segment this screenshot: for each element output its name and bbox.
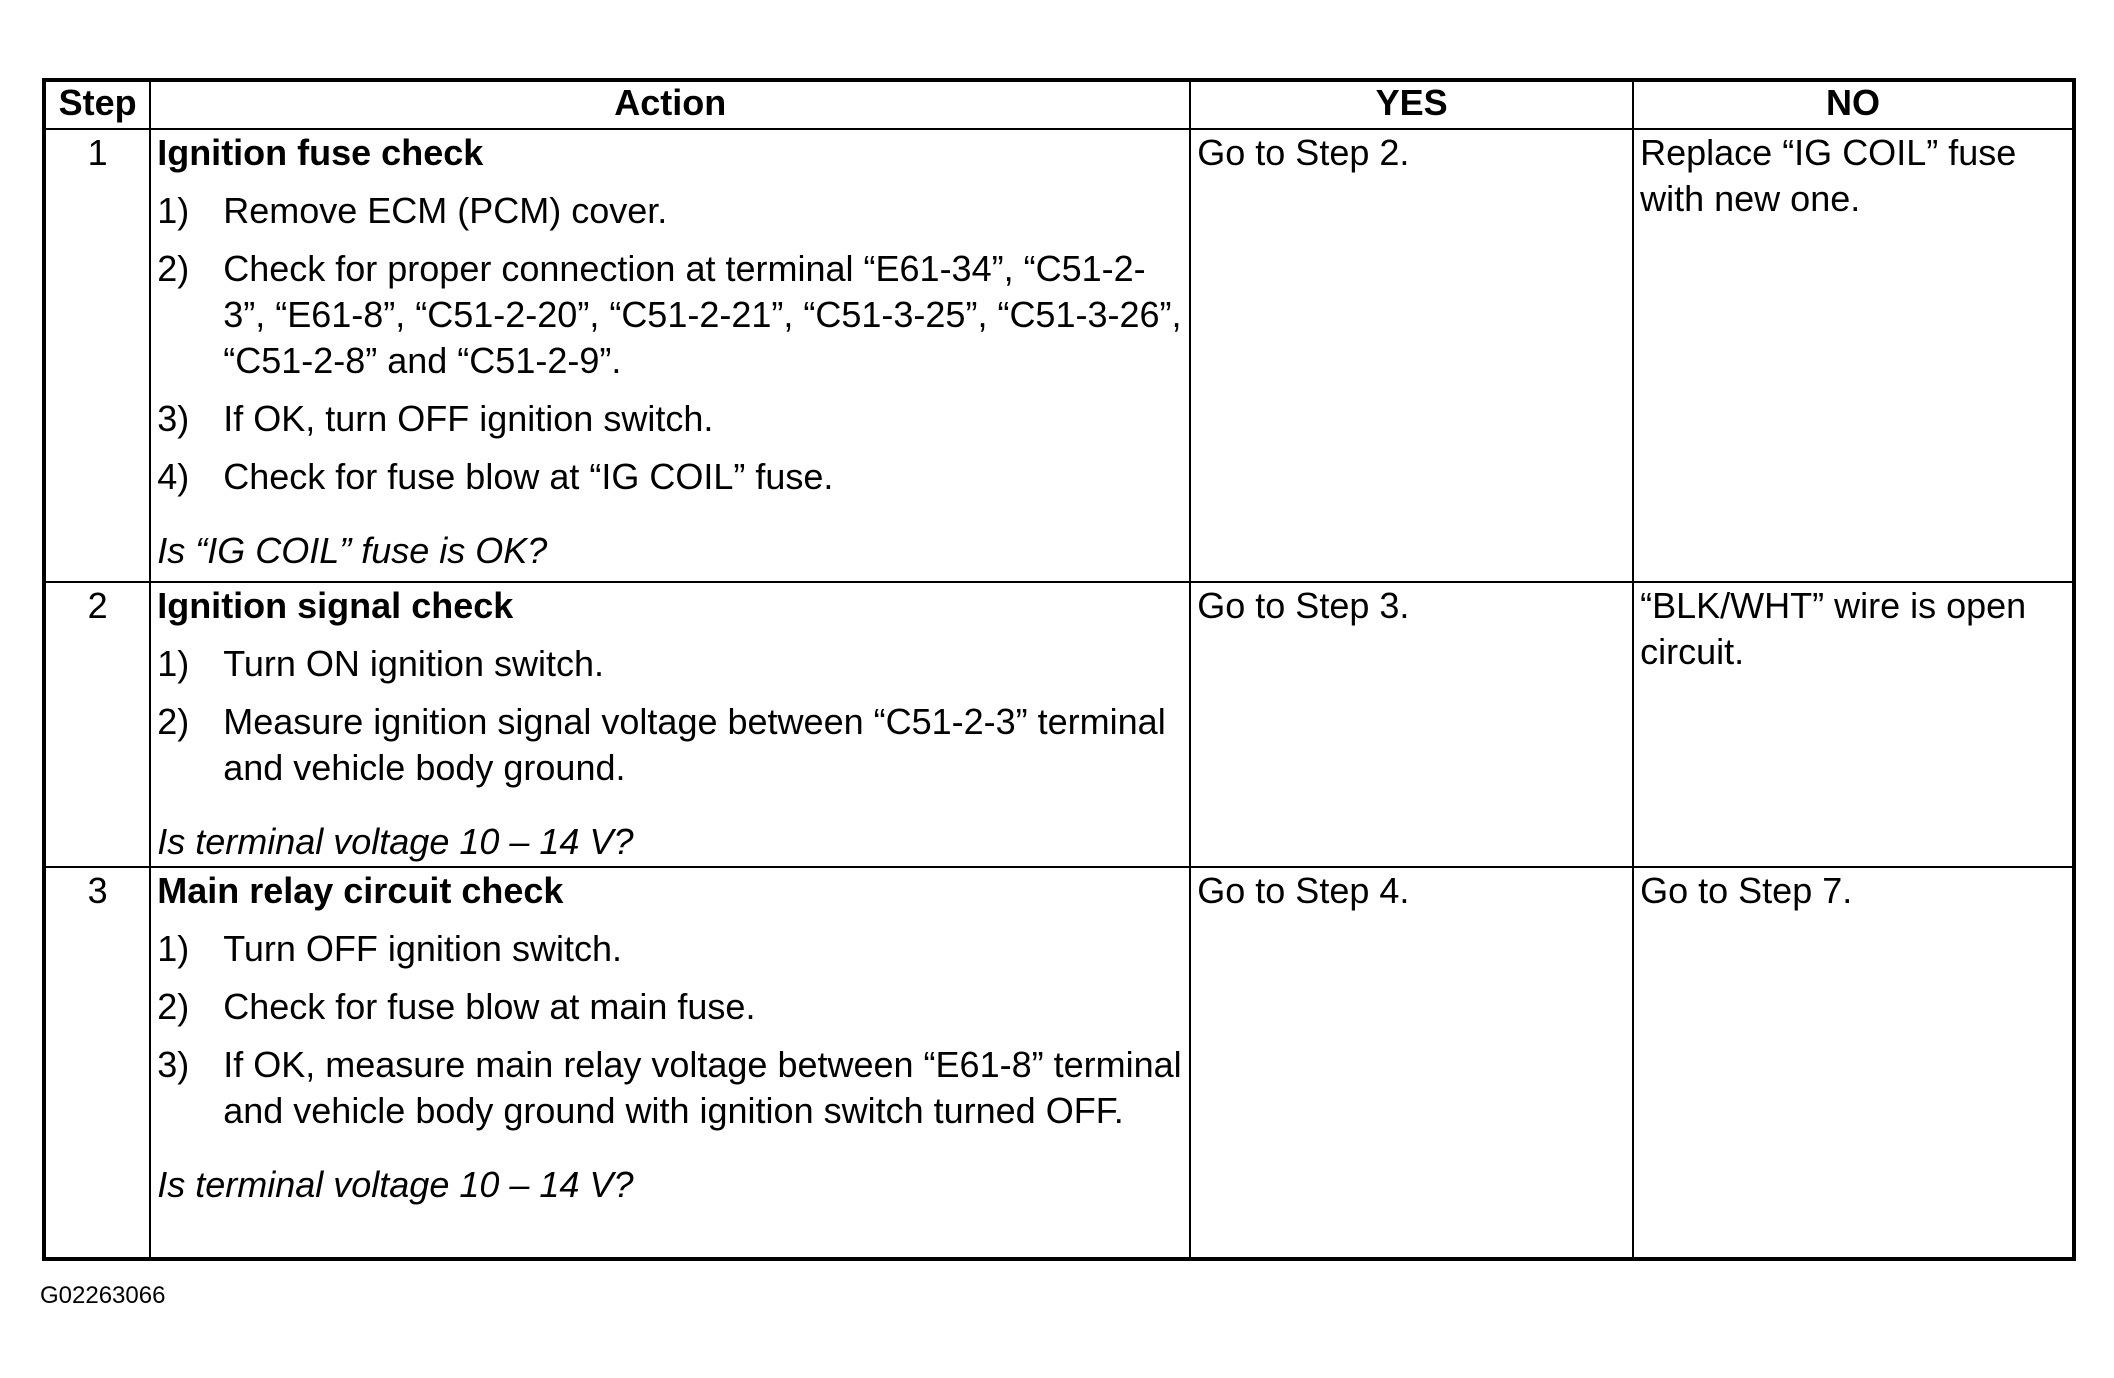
header-step: Step: [44, 80, 150, 129]
substep-text: Check for fuse blow at “IG COIL” fuse.: [223, 456, 834, 497]
substep: [157, 188, 1183, 234]
diagnostic-table: [42, 78, 2076, 1261]
substep-text: Remove ECM (PCM) cover.: [223, 190, 668, 231]
no-result: Replace “IG COIL” fuse with new one.: [1633, 129, 2074, 582]
check-question: Is “IG COIL” fuse is OK?: [157, 530, 548, 571]
substep: [157, 699, 1183, 791]
substep-text: If OK, measure main relay voltage between “E61-8” terminal and vehicle body ground with ignition switch turned OFF.: [223, 1044, 1182, 1131]
substep-text: Measure ignition signal voltage between “C51-2-3” terminal and vehicle body ground.: [223, 701, 1166, 788]
substep-number: 2): [157, 248, 190, 289]
action-title: Main relay circuit check: [157, 870, 564, 911]
substep: [157, 246, 1183, 384]
substep-number: 3): [157, 1044, 190, 1085]
step-number: 2: [44, 582, 150, 867]
substep-number: 1): [157, 190, 190, 231]
substep-text: Check for proper connection at terminal “E61-34”, “C51-2-3”, “E61-8”, “C51-2-20”, “C51-2-21”, “C51-3-25”, “C51-3-26”, “C51-2-8” and “C51-2-9”.: [223, 248, 1182, 381]
substep-text: If OK, turn OFF ignition switch.: [223, 398, 714, 439]
header-action: Action: [150, 80, 1190, 129]
header-no: NO: [1633, 80, 2074, 129]
substep: [157, 454, 1183, 500]
table-row: [44, 129, 2074, 582]
yes-result: Go to Step 4.: [1190, 867, 1633, 1259]
substep: [157, 926, 1183, 972]
no-result: Go to Step 7.: [1633, 867, 2074, 1259]
step-number: 1: [44, 129, 150, 582]
yes-result: Go to Step 3.: [1190, 582, 1633, 867]
substep: [157, 396, 1183, 442]
yes-result: Go to Step 2.: [1190, 129, 1633, 582]
check-question: Is terminal voltage 10 – 14 V?: [157, 1164, 634, 1205]
substep-number: 1): [157, 928, 190, 969]
substep-text: Turn ON ignition switch.: [223, 643, 604, 684]
substep-text: Turn OFF ignition switch.: [223, 928, 622, 969]
step-number: 3: [44, 867, 150, 1259]
substep: [157, 984, 1183, 1030]
action-cell: [150, 582, 1190, 867]
figure-code: G02263066: [40, 1282, 166, 1309]
substep-number: 4): [157, 456, 190, 497]
substep-text: Check for fuse blow at main fuse.: [223, 986, 756, 1027]
action-cell: [150, 129, 1190, 582]
substep: [157, 1042, 1183, 1134]
substep-number: 3): [157, 398, 190, 439]
action-title: Ignition signal check: [157, 585, 514, 626]
substep: [157, 641, 1183, 687]
table-header-row: [44, 80, 2074, 129]
table-row: [44, 867, 2074, 1259]
header-yes: YES: [1190, 80, 1633, 129]
substep-number: 1): [157, 643, 190, 684]
no-result: “BLK/WHT” wire is open circuit.: [1633, 582, 2074, 867]
action-cell: [150, 867, 1190, 1259]
substep-number: 2): [157, 701, 190, 742]
substep-number: 2): [157, 986, 190, 1027]
table-row: [44, 582, 2074, 867]
action-title: Ignition fuse check: [157, 132, 484, 173]
check-question: Is terminal voltage 10 – 14 V?: [157, 821, 634, 862]
